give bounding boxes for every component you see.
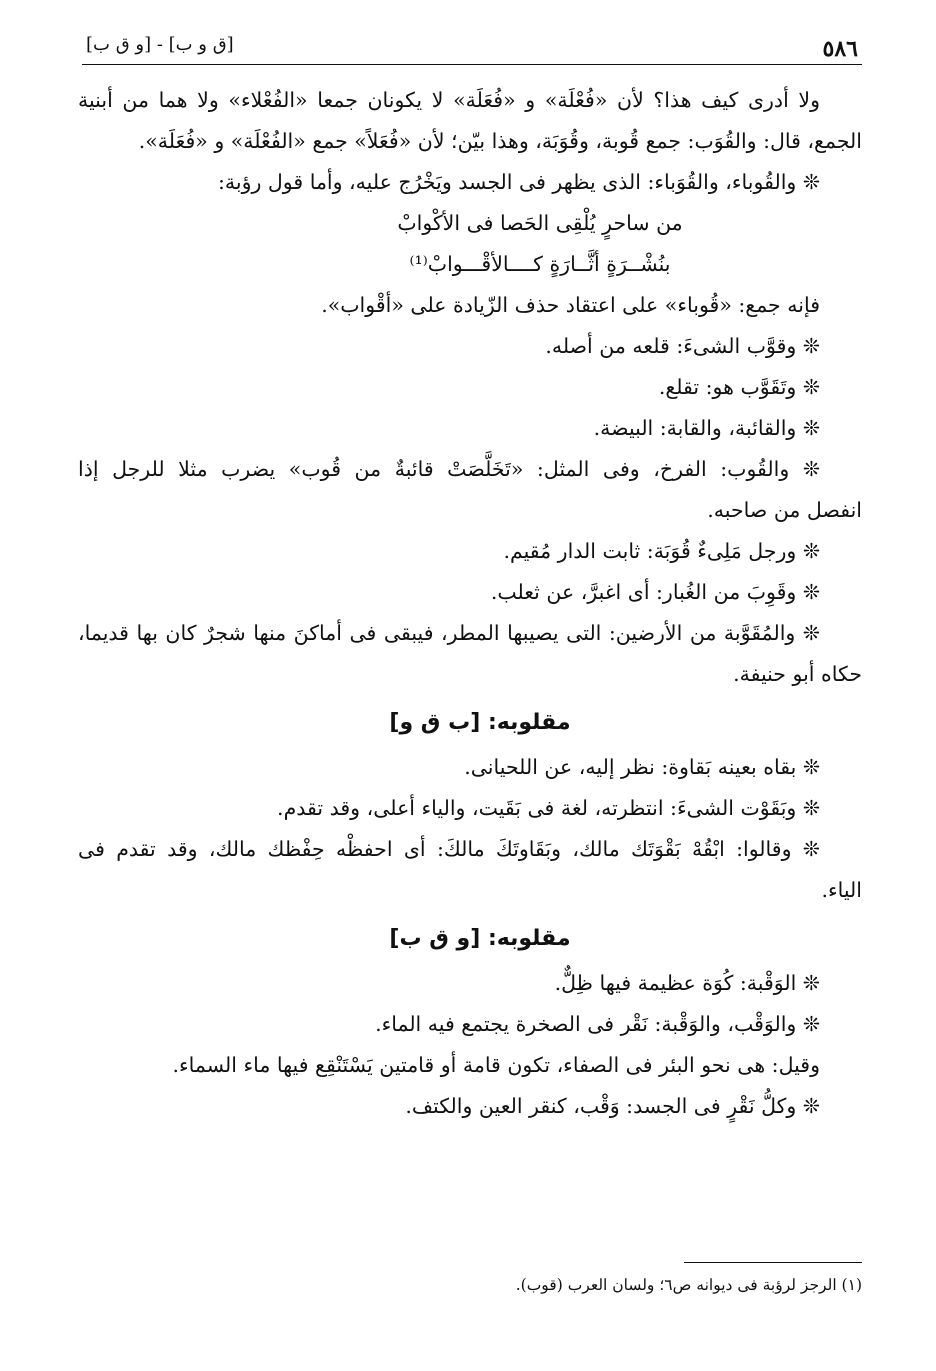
text-line: ❊ وكلُّ نَقْرٍ فى الجسد: وَقْب، كنقر العين والكتف. (405, 1094, 820, 1118)
paragraph (78, 1045, 862, 1086)
text-line: بنُشْــرَةٍ أثَّــارَةٍ كــــالأقْـــوابْ⁽¹⁾ (409, 252, 671, 276)
paragraph (78, 1004, 862, 1045)
text-line: الجمع، قال: والقُوَب: جمع قُوبة، وقُوَبَة، وهذا بيّن؛ لأن «فُعَلاً» جمع «الفُعْلَة» و «فُعَلَة». (138, 129, 862, 153)
paragraph (78, 572, 862, 613)
paragraph (78, 747, 862, 788)
paragraph (78, 80, 862, 162)
section-wqb-paragraphs (78, 963, 862, 1127)
text-line: ❊ وقوَّب الشىءَ: قلعه من أصله. (545, 334, 820, 358)
paragraph (78, 408, 862, 449)
paragraph (78, 613, 862, 695)
page-header (82, 30, 862, 65)
paragraph (78, 326, 862, 367)
text-line: الياء. (821, 878, 862, 902)
text-line: حكاه أبو حنيفة. (733, 662, 862, 686)
text-line: ❊ ورجل مَلِىءٌ قُوَبَة: ثابت الدار مُقيم. (503, 539, 820, 563)
text-line: ❊ وبَقَوْت الشىءَ: انتظرته، لغة فى بَقَيت، والياء أعلى، وقد تقدم. (277, 796, 820, 820)
paragraph (78, 367, 862, 408)
running-head: [ق و ب] - [و ق ب] (86, 34, 234, 55)
footnote-divider (684, 1262, 862, 1263)
entry-paragraphs (78, 80, 862, 695)
text-line: ❊ وقالوا: ابْقُهْ بَقْوَتَك مالك، وبَقَاوتَكَ مالكَ: أى احفظْه حِفْظك مالك، وقد تقدم فى (78, 837, 820, 861)
section-heading-wqb: مقلوبه: [و ق ب] (389, 926, 571, 951)
page-number: ٥٨٦ (822, 36, 858, 62)
text-line: ❊ بقاه بعينه بَقاوة: نظر إليه، عن اللحيانى. (464, 755, 820, 779)
text-line: وقيل: هى نحو البئر فى الصفاء، تكون قامة أو قامتين يَسْتَنْقِع فيها ماء السماء. (172, 1053, 820, 1077)
text-line: ❊ والوَقْب، والوَقْبة: نَقْر فى الصخرة يجتمع فيه الماء. (375, 1012, 820, 1036)
text-line: من ساحرٍ يُلْقِى الحَصا فى الأكْوابْ (397, 211, 683, 235)
text-line: ولا أدرى كيف هذا؟ لأن «فُعْلَة» و «فُعَلَة» لا يكونان جمعا «الفُعْلاء» ولا هما من أبنية (78, 88, 820, 112)
paragraph (78, 963, 862, 1004)
text-line: فإنه جمع: «قُوباء» على اعتقاد حذف الزّيادة على «أقْواب». (321, 293, 820, 317)
footnote: (١) الرجز لرؤبة فى ديوانه ص٦؛ ولسان العرب (قوب). (515, 1276, 862, 1294)
text-line: انفصل من صاحبه. (707, 498, 862, 522)
paragraph (78, 162, 862, 203)
text-line: ❊ والقائبة، والقابة: البيضة. (593, 416, 820, 440)
section-bqw-paragraphs (78, 747, 862, 911)
paragraph (78, 531, 862, 572)
text-line: ❊ الوَقْبة: كُوَة عظيمة فيها ظِلٌّ. (554, 971, 820, 995)
paragraph (78, 829, 862, 911)
section-heading-bqw: مقلوبه: [ب ق و] (389, 710, 571, 735)
text-line: ❊ والمُقَوَّبة من الأرضين: التى يصيبها المطر، فيبقى فى أماكنَ منها شجرٌ كان بها قديما، (78, 621, 820, 645)
paragraph (78, 203, 862, 285)
text-line: ❊ والقُوباء، والقُوَباء: الذى يظهر فى الجسد ويَخْرُج عليه، وأما قول رؤبة: (217, 170, 820, 194)
page-body (78, 80, 862, 1127)
text-line: ❊ وتَقَوَّب هو: تقلع. (658, 375, 820, 399)
paragraph (78, 285, 862, 326)
paragraph (78, 1086, 862, 1127)
paragraph (78, 788, 862, 829)
text-line: ❊ وقَوِبَ من الغُبار: أى اغبرَّ، عن ثعلب. (490, 580, 820, 604)
text-line: ❊ والقُوب: الفرخ، وفى المثل: «تَخَلَّصَتْ قائبةٌ من قُوب» يضرب مثلا للرجل إذا (78, 457, 820, 481)
paragraph (78, 449, 862, 531)
